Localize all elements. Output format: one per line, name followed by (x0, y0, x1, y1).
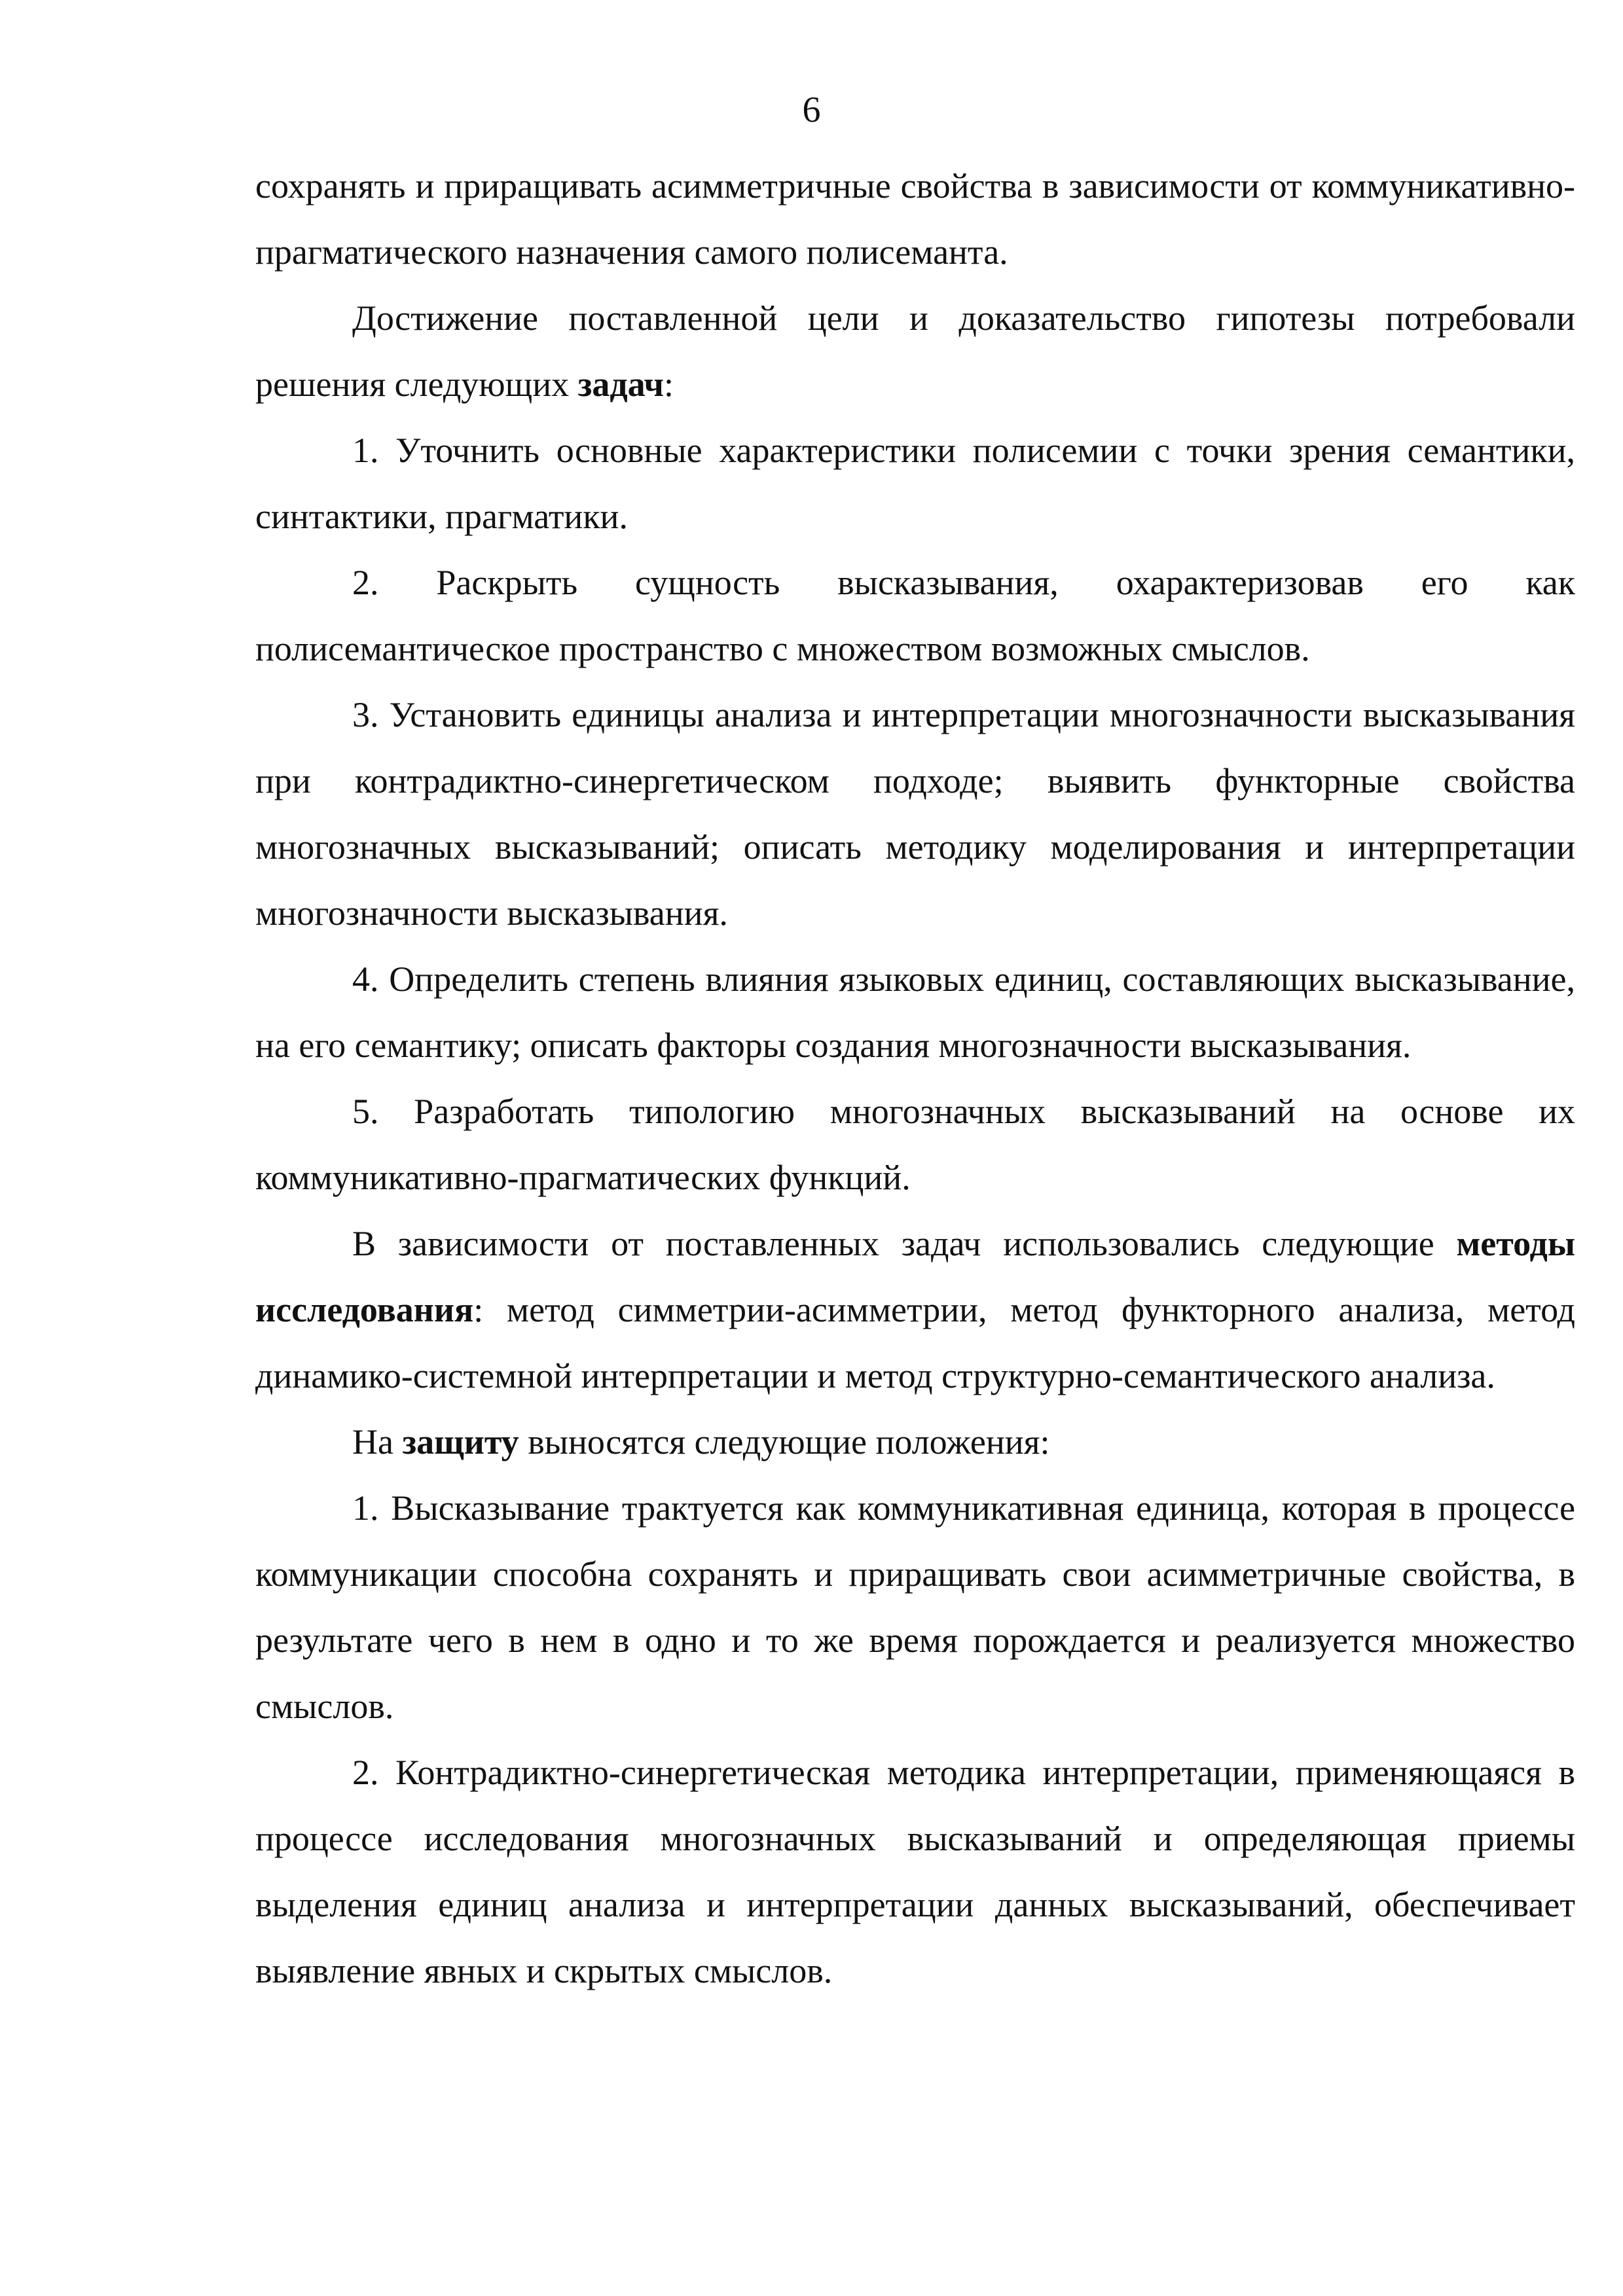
thesis-item-2: 2. Контрадиктно-синергетическая методика интерпретации, применяющаяся в процессе исследования многозначных высказываний и определяющая приемы выделения единиц анализа и интерпретации данных высказываний, обеспечивает выявление явных и скрытых смыслов. (255, 1753, 1575, 1990)
methods-intro-text: В зависимости от поставленных задач использовались следующие (352, 1224, 1457, 1263)
task-item-5: 5. Разработать типологию многозначных высказываний на основе их коммуникативно-прагматических функций. (255, 1092, 1575, 1197)
defense-rest-text: выносятся следующие положения: (519, 1422, 1050, 1462)
tasks-intro-text: Достижение поставленной цели и доказательство гипотезы потребовали решения следующих (255, 298, 1575, 404)
defense-intro-text: На (352, 1422, 403, 1462)
tasks-intro-colon: : (663, 365, 674, 404)
page-number: 6 (802, 90, 821, 130)
tasks-keyword: задач (577, 365, 664, 404)
task-item-3: 3. Установить единицы анализа и интерпретации многозначности высказывания при контрадиктно-синергетическом подходе; выявить функторные свойства многозначных высказываний; описать методику моделирования и интерпретации многозначности высказывания. (255, 695, 1575, 933)
paragraph-defense (255, 1409, 1575, 1475)
methods-list-text: : метод симметрии-асимметрии, метод функторного анализа, метод динамико-системной интерпретации и метод структурно-семантического анализа. (255, 1290, 1575, 1395)
methods-keyword: методы исследования (255, 1224, 1575, 1329)
paragraph-tasks-intro (255, 285, 1575, 418)
task-item-2: 2. Раскрыть сущность высказывания, охарактеризовав его как полисемантическое пространство с множеством возможных смыслов. (255, 563, 1575, 668)
thesis-item-1: 1. Высказывание трактуется как коммуникативная единица, которая в процессе коммуникации способна сохранять и приращивать свои асимметричные свойства, в результате чего в нем в одно и то же время порождается и реализуется множество смыслов. (255, 1488, 1575, 1726)
paragraph-continuation: сохранять и приращивать асимметричные свойства в зависимости от коммуникативно-прагматического назначения самого полисеманта. (255, 166, 1575, 272)
text-body (255, 153, 1575, 2004)
task-item-1: 1. Уточнить основные характеристики полисемии с точки зрения семантики, синтактики, прагматики. (255, 431, 1575, 536)
defense-keyword: защиту (402, 1422, 519, 1462)
task-item-4: 4. Определить степень влияния языковых единиц, составляющих высказывание, на его семантику; описать факторы создания многозначности высказывания. (255, 960, 1575, 1065)
paragraph-methods (255, 1211, 1575, 1409)
